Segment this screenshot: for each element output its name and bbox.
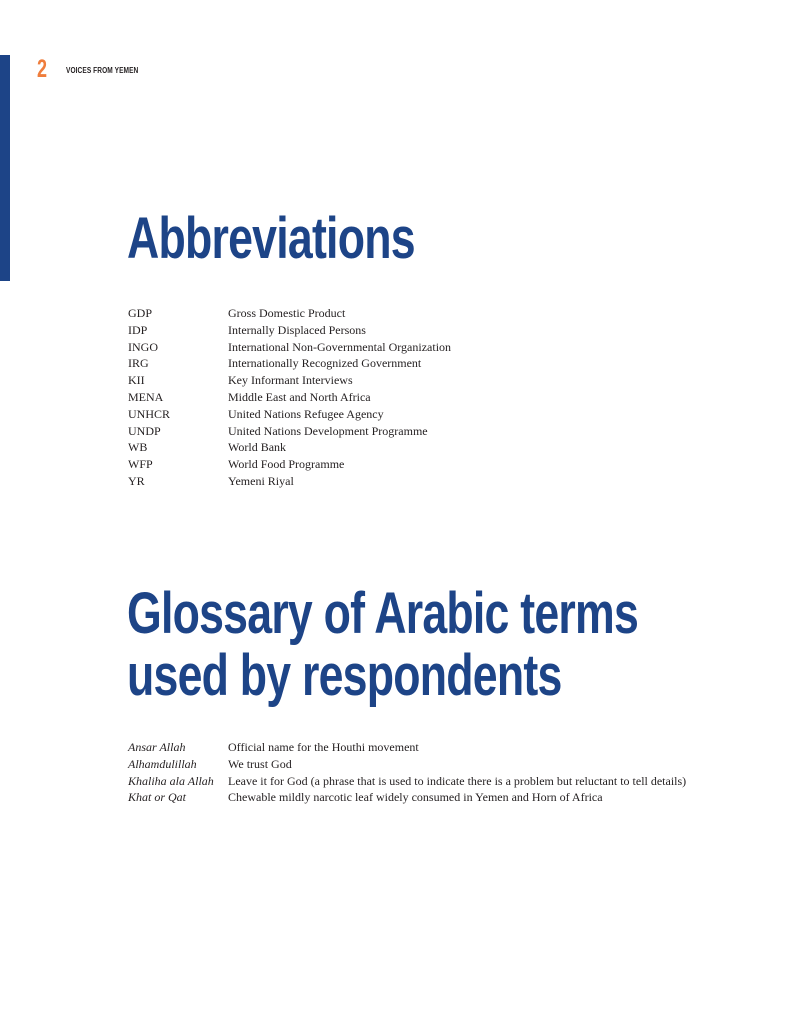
abbreviation-term: INGO <box>128 339 158 354</box>
abbreviation-term: IRG <box>128 356 149 371</box>
glossary-definition: Official name for the Houthi movement <box>228 740 419 754</box>
abbreviation-row <box>128 439 698 456</box>
glossary-definition: Leave it for God (a phrase that is used to indicate there is a problem but reluctant to tell details) <box>228 773 687 788</box>
abbreviation-row <box>128 305 698 322</box>
abbreviation-meaning: Key Informant Interviews <box>228 373 353 388</box>
abbreviation-term: KII <box>128 373 145 388</box>
glossary-term: Alhamdulillah <box>128 756 197 771</box>
abbreviation-row <box>128 322 698 339</box>
abbreviation-row <box>128 473 698 490</box>
glossary-term: Khat or Qat <box>128 790 187 805</box>
abbreviation-term: YR <box>128 473 145 488</box>
glossary-row <box>128 773 698 790</box>
abbreviation-term: IDP <box>128 322 148 337</box>
abbreviation-term: MENA <box>128 389 164 404</box>
abbreviation-meaning: World Bank <box>228 440 287 455</box>
glossary-row <box>128 739 698 756</box>
abbreviation-meaning: Gross Domestic Product <box>228 306 346 320</box>
glossary-definition: We trust God <box>228 756 292 771</box>
abbreviation-row <box>128 389 698 406</box>
abbreviation-row <box>128 456 698 473</box>
abbreviation-meaning: United Nations Refugee Agency <box>228 406 384 421</box>
abbreviation-row <box>128 406 698 423</box>
abbreviations-list <box>128 305 698 490</box>
side-accent-bar <box>0 55 10 281</box>
abbreviation-meaning: Internationally Recognized Government <box>228 356 422 371</box>
glossary-row <box>128 789 698 806</box>
abbreviation-term: WB <box>128 440 148 455</box>
abbreviation-meaning: United Nations Development Programme <box>228 423 428 438</box>
abbreviation-row <box>128 339 698 356</box>
glossary-definition: Chewable mildly narcotic leaf widely consumed in Yemen and Horn of Africa <box>228 790 603 805</box>
page-number: 2 <box>37 55 48 83</box>
glossary-row <box>128 756 698 773</box>
glossary-heading-line-1: Glossary of Arabic terms <box>127 581 639 646</box>
abbreviation-term: UNDP <box>128 423 161 438</box>
glossary-term: Ansar Allah <box>128 740 186 754</box>
glossary-heading-line-2: used by respondents <box>127 643 562 708</box>
abbreviation-term: GDP <box>128 306 153 320</box>
abbreviations-heading: Abbreviations <box>127 206 415 271</box>
abbreviation-row <box>128 355 698 372</box>
glossary-list <box>128 739 698 806</box>
abbreviation-meaning: Middle East and North Africa <box>228 389 371 404</box>
abbreviation-term: UNHCR <box>128 406 171 421</box>
abbreviation-row <box>128 372 698 389</box>
abbreviation-meaning: World Food Programme <box>228 457 345 472</box>
abbreviation-meaning: Internally Displaced Persons <box>228 322 366 337</box>
abbreviation-meaning: Yemeni Riyal <box>228 473 294 488</box>
glossary-heading <box>127 583 638 707</box>
abbreviation-row <box>128 423 698 440</box>
abbreviation-meaning: International Non-Governmental Organization <box>228 339 452 354</box>
glossary-term: Khaliha ala Allah <box>128 773 214 788</box>
abbreviation-term: WFP <box>128 457 153 472</box>
running-title: VOICES FROM YEMEN <box>66 66 139 75</box>
